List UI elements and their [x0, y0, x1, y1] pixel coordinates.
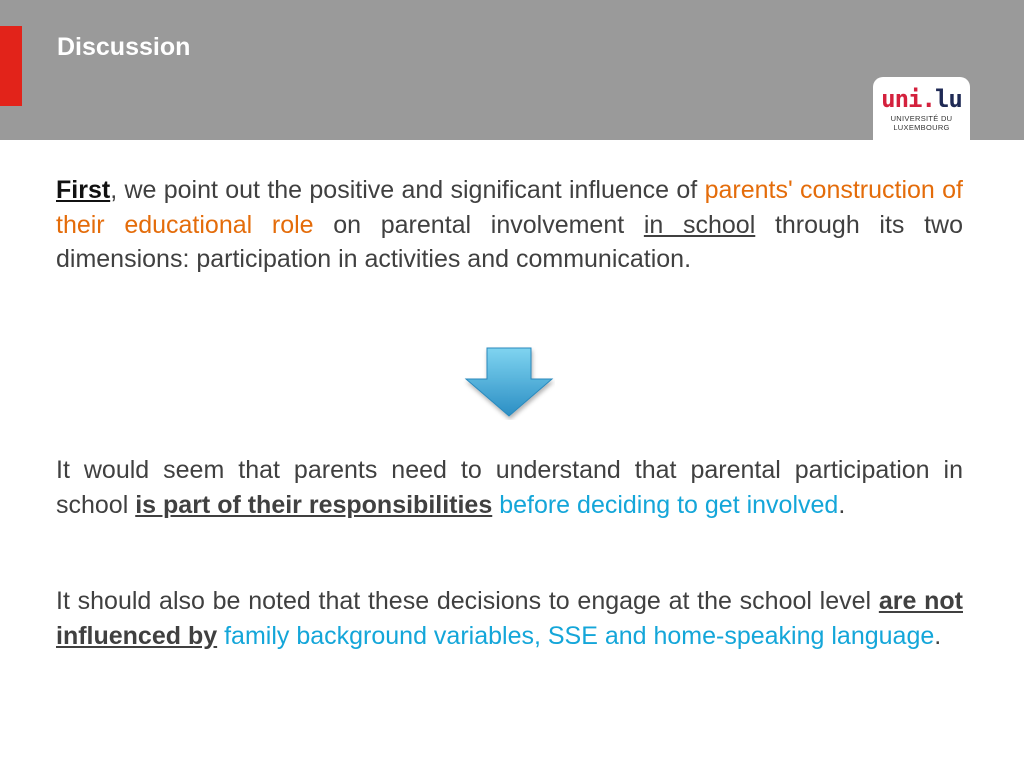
- paragraph-first: [56, 173, 963, 277]
- p1-text-3: through its two dimensions: participation in activities and communication.: [56, 210, 964, 273]
- first-lead: First: [56, 176, 111, 204]
- p3-text-3: .: [934, 621, 942, 650]
- logo-mark: [873, 87, 970, 111]
- p1-highlight: parents' construction of their educational role: [56, 176, 963, 239]
- logo-line-2: LUXEMBOURG: [893, 123, 950, 132]
- p3-emphasis: are not influenced by: [56, 587, 963, 650]
- p1-underlined: in school: [643, 210, 756, 239]
- paragraph-responsibilities: [56, 453, 963, 522]
- p2-text-3: .: [838, 490, 846, 519]
- university-logo: [873, 77, 970, 142]
- slide-title: Discussion: [57, 33, 191, 61]
- header-accent-bar: [0, 26, 22, 106]
- header-band: [0, 0, 1024, 140]
- logo-line-1: UNIVERSITÉ DU: [890, 114, 953, 123]
- p1-text-1: , we point out the positive and significant influence of: [110, 176, 705, 204]
- p2-highlight: before deciding to get involved: [499, 490, 839, 519]
- logo-mark-left: uni.: [881, 85, 935, 113]
- p2-emphasis: is part of their responsibilities: [135, 490, 493, 519]
- p1-text-2: on parental involvement: [313, 210, 644, 239]
- p2-text-1: It would seem that parents need to understand that parental participation in school: [56, 456, 963, 519]
- paragraph-not-influenced: [56, 584, 963, 653]
- down-arrow-icon: [463, 346, 555, 420]
- logo-mark-right: lu: [934, 85, 962, 113]
- p3-text-1: It should also be noted that these decisions to engage at the school level: [56, 587, 879, 615]
- arrow-shape: [466, 348, 552, 416]
- p3-highlight: family background variables, SSE and home-speaking language: [224, 621, 935, 650]
- logo-text: [873, 114, 970, 132]
